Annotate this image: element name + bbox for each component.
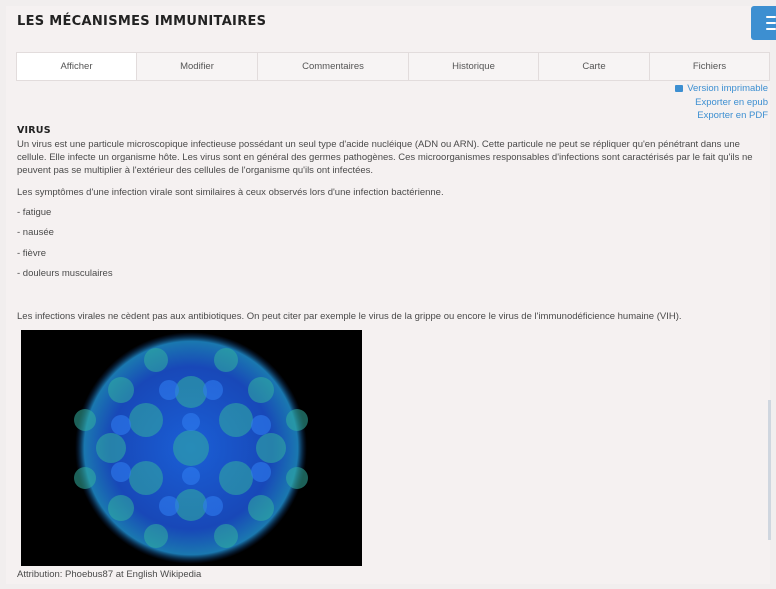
symptom-list — [17, 206, 767, 281]
intro-paragraph: Un virus est une particule microscopique infectieuse possédant un seul type d'acide nucléique (ADN ou ARN). Cette particule ne peut se répliquer qu'en pénétrant dans une cellule. Elle infecte un organisme hôte. Les virus sont en général des germes pathogènes. Ces microorganismes responsables d'infections sont caractérisés par le fait qu'ils ne peuvent pas se multiplier à l'extérieur des cellules de l'organisme qu'ils ont infectées. — [17, 139, 753, 177]
page-title: LES MÉCANISMES IMMUNITAIRES — [17, 14, 267, 29]
list-item: - fièvre — [17, 247, 47, 259]
article-content — [17, 138, 767, 288]
tab-historique[interactable]: Historique — [408, 53, 538, 80]
section-title: VIRUS — [17, 125, 51, 136]
printer-icon — [675, 85, 683, 92]
tab-commentaires[interactable]: Commentaires — [257, 53, 408, 80]
tab-modifier[interactable]: Modifier — [136, 53, 257, 80]
export-epub-link[interactable]: Exporter en epub — [695, 96, 768, 108]
list-item: - nausée — [17, 227, 54, 239]
list-item: - douleurs musculaires — [17, 268, 113, 280]
tab-fichiers[interactable]: Fichiers — [649, 53, 769, 80]
image-attribution: Attribution: Phoebus87 at English Wikipedia — [17, 569, 202, 580]
scrollbar[interactable] — [768, 400, 771, 540]
print-version-link[interactable]: Version imprimable — [675, 82, 768, 96]
symptoms-intro: Les symptômes d'une infection virale sont similaires à ceux observés lors d'une infection bactérienne. — [17, 186, 444, 198]
tab-afficher[interactable]: Afficher — [17, 53, 136, 80]
export-pdf-link[interactable]: Exporter en PDF — [697, 110, 768, 121]
antibiotics-paragraph: Les infections virales ne cèdent pas aux antibiotiques. On peut citer par exemple le virus de la grippe ou encore le virus de l'immunodéficience humaine (VIH). — [17, 311, 682, 322]
list-item: - fatigue — [17, 206, 52, 218]
tab-bar — [16, 52, 770, 81]
tab-carte[interactable]: Carte — [538, 53, 649, 80]
export-links — [675, 82, 768, 123]
hamburger-menu-icon[interactable] — [751, 6, 776, 40]
virus-image — [21, 330, 362, 566]
